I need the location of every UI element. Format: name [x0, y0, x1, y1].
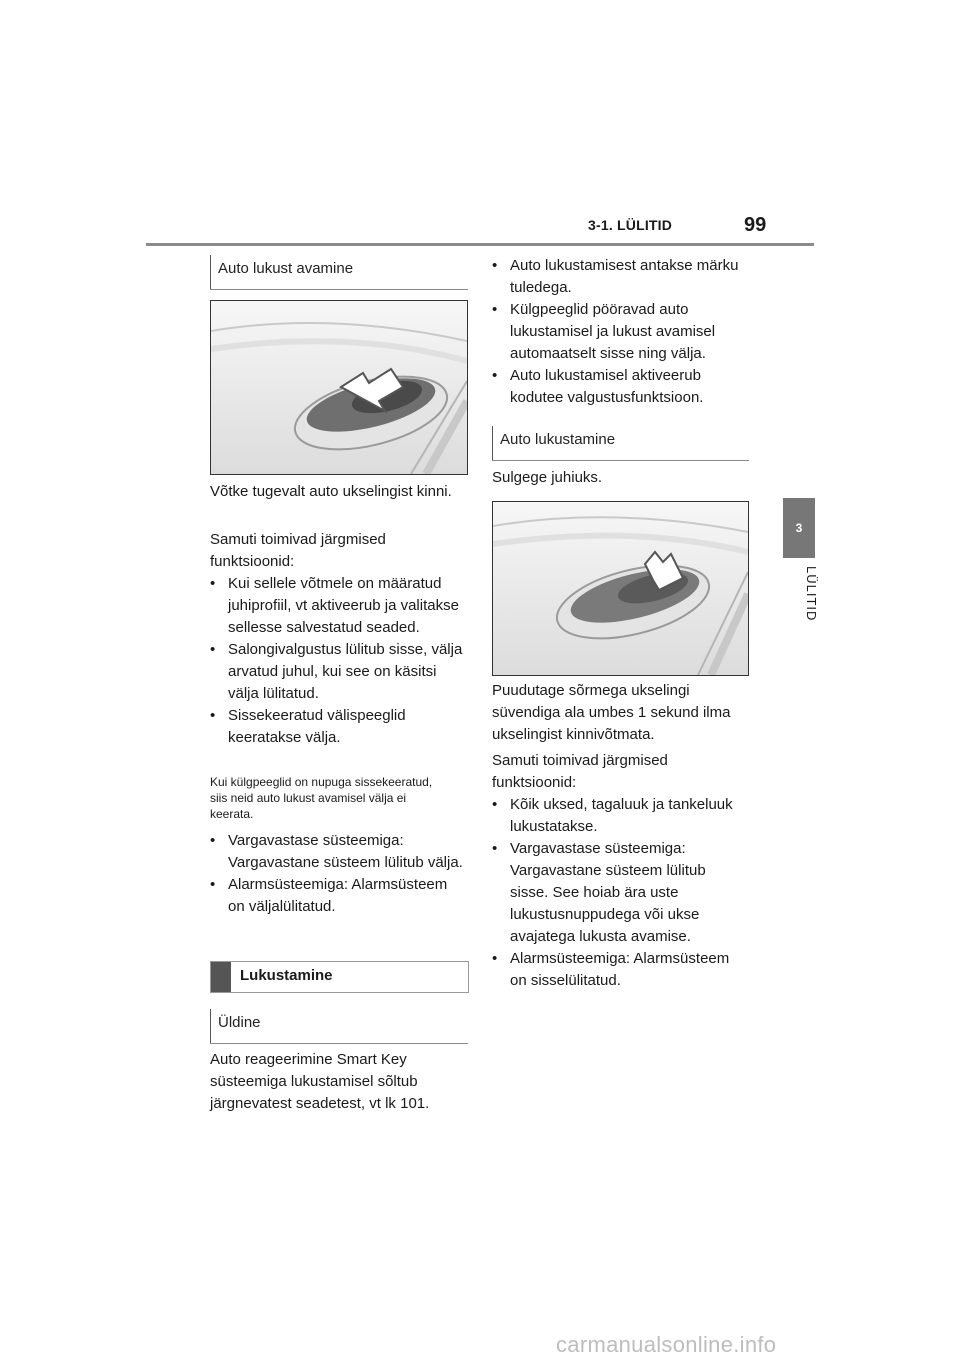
watermark: carmanualsonline.info	[556, 1332, 777, 1357]
chapter-tab-number: 3	[783, 498, 815, 558]
unlock-also-functions: Samuti toimivad järgmised funktsioonid:	[210, 531, 386, 570]
list-item: • Vargavastase süsteemiga: Vargavastane süsteem lülitub välja.	[210, 830, 468, 874]
page-number: 99	[744, 214, 767, 236]
list-item: • Kui sellele võtmele on määratud juhiprofiil, vt aktiveerub ja valitakse sellesse salvestatud seaded.	[210, 573, 468, 639]
header-rule	[146, 243, 814, 246]
subheading-general	[210, 1009, 468, 1045]
list-item: • Auto lukustamisest antakse märku tuledega.	[492, 255, 747, 299]
lock-also-functions: Samuti toimivad järgmised funktsioonid:	[492, 752, 668, 791]
list-item: • Vargavastase süsteemiga: Vargavastane süsteem lülitub sisse. See hoiab ära uste lukustusnuppudega või ukse avajatega lukusta avamise.	[492, 838, 747, 948]
subheading-unlock-text: Auto lukust avamine	[218, 260, 354, 277]
section-marker	[211, 962, 231, 992]
unlock-instruction: Võtke tugevalt auto ukselingist kinni.	[210, 483, 452, 500]
locking-info-list	[492, 255, 747, 409]
list-item: • Salongivalgustus lülitub sisse, välja arvatud juhul, kui see on käsitsi välja lülitatud.	[210, 639, 468, 705]
list-item: • Auto lukustamisel aktiveerub kodutee valgustusfunktsioon.	[492, 365, 747, 409]
mirror-note: Kui külgpeeglid on nupuga sissekeeratud, siis neid auto lukust avamisel välja ei keerata.	[210, 775, 433, 821]
door-handle-unlock-icon	[211, 301, 467, 474]
touch-instruction: Puudutage sõrmega ukselingi süvendiga ala umbes 1 sekund ilma ukselingist kinnivõtmata.	[492, 682, 731, 743]
chapter-tab-label: LÜLITID	[804, 566, 819, 622]
section-title: 3-1. LÜLITID	[588, 217, 673, 233]
list-item: • Külgpeeglid pööravad auto lukustamisel ja lukust avamisel automaatselt sisse ning välja.	[492, 299, 747, 365]
lock-function-list	[492, 794, 747, 992]
subheading-general-text: Üldine	[218, 1014, 261, 1031]
alarm-function-list	[210, 830, 468, 918]
list-item: • Alarmsüsteemiga: Alarmsüsteem on väljalülitatud.	[210, 874, 468, 918]
general-text: Auto reageerimine Smart Key süsteemiga lukustamisel sõltub järgnevatest seadetest, vt lk 101.	[210, 1051, 430, 1112]
subheading-unlock	[210, 255, 468, 291]
list-item: • Sissekeeratud välispeeglid keeratakse välja.	[210, 705, 468, 749]
subheading-lock-text: Auto lukustamine	[500, 431, 616, 448]
section-header-locking-text: Lukustamine	[240, 967, 333, 984]
list-item: • Kõik uksed, tagaluuk ja tankeluuk lukustatakse.	[492, 794, 747, 838]
door-handle-lock-illustration	[492, 501, 749, 676]
door-handle-unlock-illustration	[210, 300, 468, 475]
subheading-lock	[492, 426, 749, 462]
unlock-function-list	[210, 573, 468, 749]
door-handle-lock-icon	[493, 502, 748, 675]
close-door-instruction: Sulgege juhiuks.	[492, 469, 603, 486]
list-item: • Alarmsüsteemiga: Alarmsüsteem on sisselülitatud.	[492, 948, 747, 992]
section-header-locking	[210, 961, 469, 993]
